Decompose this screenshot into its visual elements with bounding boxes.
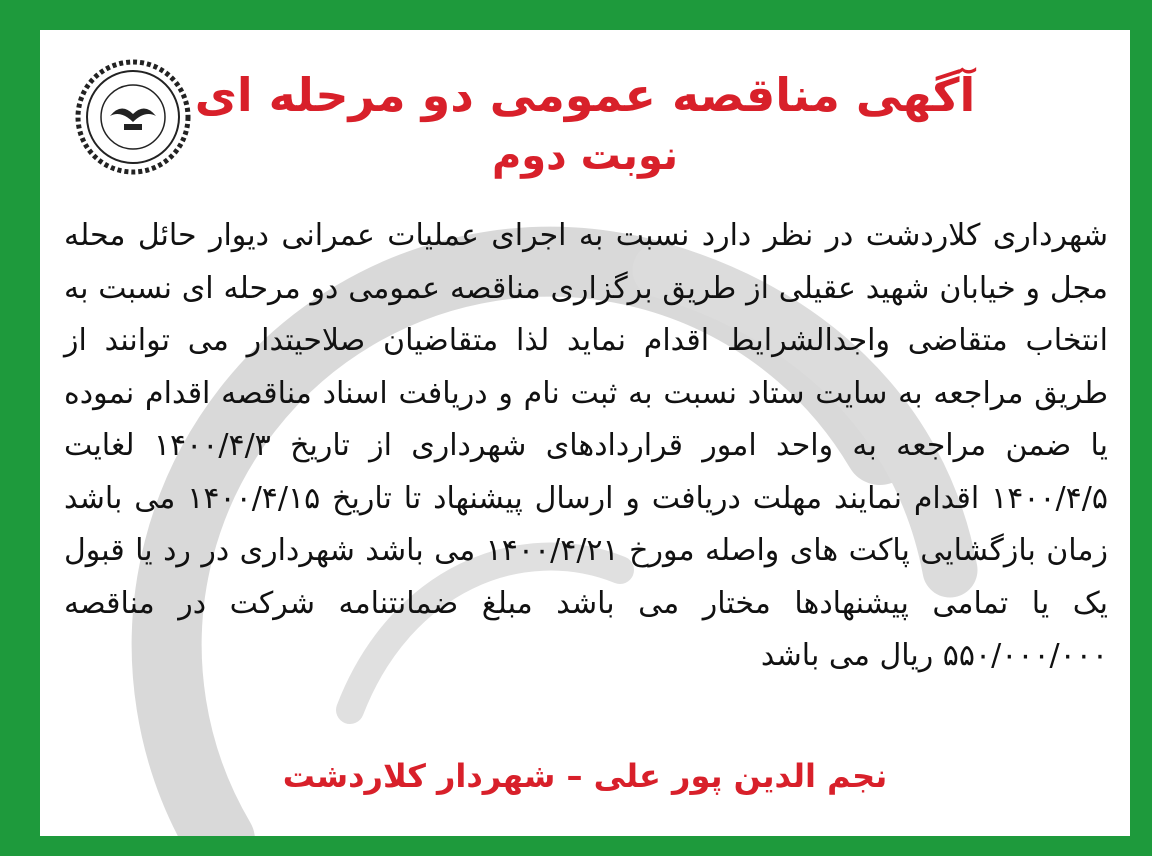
green-frame	[12, 10, 1140, 846]
notice-title: آگهی مناقصه عمومی دو مرحله ای	[194, 68, 976, 122]
notice-body	[64, 210, 1108, 683]
notice-body-paragraph: شهرداری کلاردشت در نظر دارد نسبت به اجرای عملیات عمرانی دیوار حائل محله مجل و خیابان شهید عقیلی از طریق برگزاری مناقصه عمومی دو مرحله ای نسبت به انتخاب متقاضی واجدالشرایط اقدام نماید لذا متقاضیان صلاحیتدار می توانند از طریق مراجعه به سایت ستاد نسبت به ثبت نام و دریافت اسناد مناقصه اقدام نموده یا ضمن مراجعه به واحد امور قراردادهای شهرداری از تاریخ ۱۴۰۰/۴/۳ لغایت ۱۴۰۰/۴/۵ اقدام نمایند مهلت دریافت و ارسال پیشنهاد تا تاریخ ۱۴۰۰/۴/۱۵ می باشد زمان بازگشایی پاکت های واصله مورخ ۱۴۰۰/۴/۲۱ می باشد شهرداری در رد یا قبول یک یا تمامی پیشنهادها مختار می باشد مبلغ ضمانتنامه شرکت در مناقصه ۵۵۰/۰۰۰/۰۰۰ ریال می باشد	[64, 218, 1108, 673]
notice-subtitle: نوبت دوم	[491, 133, 679, 179]
notice-paper	[40, 30, 1130, 836]
notice-signature: نجم الدین پور علی – شهردار کلاردشت	[282, 757, 888, 795]
